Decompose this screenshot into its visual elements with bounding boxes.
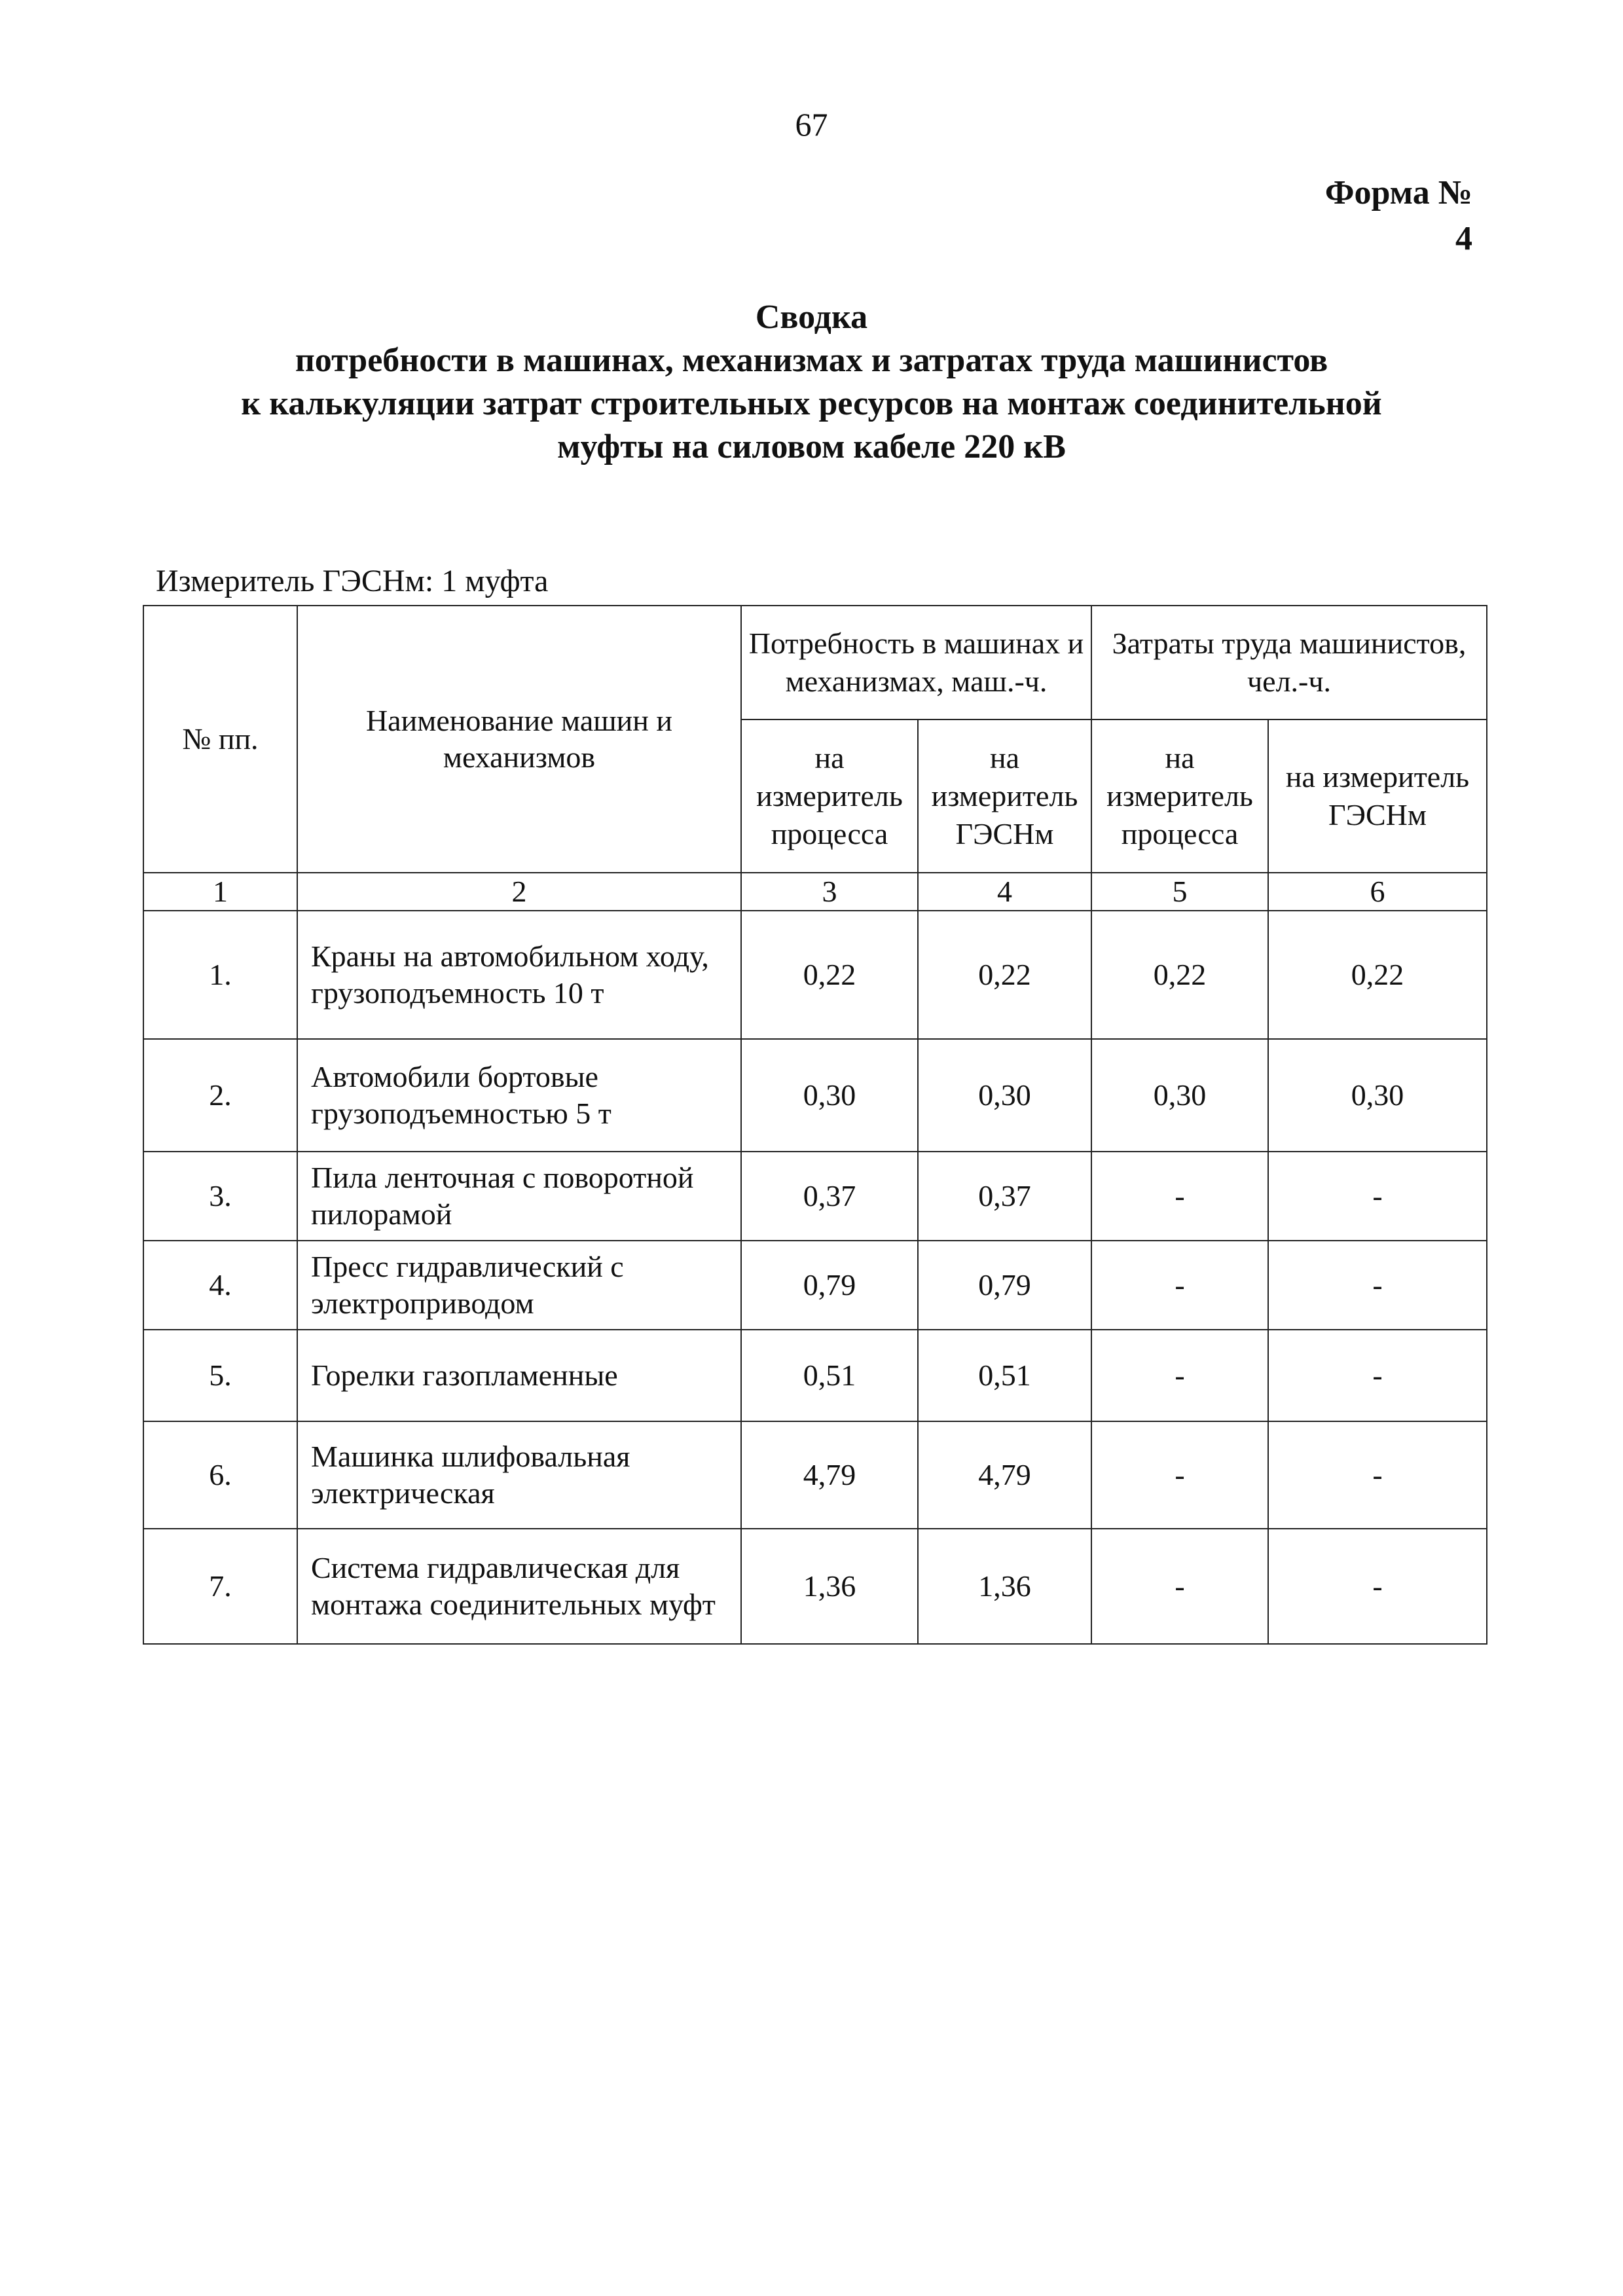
column-number: 3: [741, 873, 918, 911]
row-name: Машинка шлифовальная электрическая: [297, 1421, 741, 1529]
row-value: 0,22: [918, 911, 1091, 1039]
row-value: 0,22: [1268, 911, 1487, 1039]
header-num: № пп.: [143, 606, 297, 873]
row-value: -: [1091, 1152, 1268, 1241]
row-num: 5.: [143, 1330, 297, 1421]
row-value: -: [1268, 1330, 1487, 1421]
title-line-3: к калькуляции затрат строительных ресурсов на монтаж соединительной: [241, 385, 1382, 422]
column-number: 1: [143, 873, 297, 911]
row-value: -: [1091, 1241, 1268, 1330]
page-number: 67: [795, 106, 828, 143]
column-number: 2: [297, 873, 741, 911]
row-value: -: [1091, 1529, 1268, 1644]
row-value: 0,37: [741, 1152, 918, 1241]
row-value: 0,30: [1268, 1039, 1487, 1152]
summary-table: [143, 605, 1487, 1645]
header-col4: на измеритель ГЭСНм: [918, 720, 1091, 873]
table-row: [143, 1241, 1487, 1330]
title-line-4: муфты на силовом кабеле 220 кВ: [557, 428, 1066, 465]
row-name: Система гидравлическая для монтажа соединительных муфт: [297, 1529, 741, 1644]
measure-unit: Измеритель ГЭСНм: 1 муфта: [156, 564, 549, 598]
column-number: 4: [918, 873, 1091, 911]
row-num: 3.: [143, 1152, 297, 1241]
table-row: [143, 911, 1487, 1039]
title-line-1: Сводка: [755, 299, 868, 336]
column-number: 5: [1091, 873, 1268, 911]
header-col5: на измеритель процесса: [1091, 720, 1268, 873]
column-number-row: [143, 873, 1487, 911]
row-value: -: [1268, 1529, 1487, 1644]
row-name: Горелки газопламенные: [297, 1330, 741, 1421]
header-machines-group: Потребность в машинах и механизмах, маш.-ч.: [741, 606, 1091, 720]
row-value: 0,22: [741, 911, 918, 1039]
form-label-text: Форма №: [1324, 174, 1472, 211]
header-col6: на измеритель ГЭСНм: [1268, 720, 1487, 873]
header-col3: на измеритель процесса: [741, 720, 918, 873]
row-value: 1,36: [741, 1529, 918, 1644]
table-row: [143, 1529, 1487, 1644]
row-value: -: [1091, 1330, 1268, 1421]
row-value: 0,30: [918, 1039, 1091, 1152]
row-num: 1.: [143, 911, 297, 1039]
row-value: -: [1268, 1241, 1487, 1330]
table-row: [143, 1330, 1487, 1421]
header-name: Наименование машин и механизмов: [297, 606, 741, 873]
title-line-2: потребности в машинах, механизмах и затратах труда машинистов: [295, 342, 1328, 379]
row-value: 0,79: [741, 1241, 918, 1330]
form-number: 4: [1455, 220, 1472, 257]
row-value: 4,79: [918, 1421, 1091, 1529]
table-row: [143, 1039, 1487, 1152]
row-value: -: [1268, 1421, 1487, 1529]
row-num: 2.: [143, 1039, 297, 1152]
row-value: 0,51: [918, 1330, 1091, 1421]
row-name: Краны на автомобильном ходу, грузоподъемность 10 т: [297, 911, 741, 1039]
row-name: Пила ленточная с поворотной пилорамой: [297, 1152, 741, 1241]
table-row: [143, 1152, 1487, 1241]
row-num: 6.: [143, 1421, 297, 1529]
header-labor-group: Затраты труда машинистов, чел.-ч.: [1091, 606, 1487, 720]
row-value: -: [1091, 1421, 1268, 1529]
row-value: 0,30: [1091, 1039, 1268, 1152]
row-value: 1,36: [918, 1529, 1091, 1644]
row-value: -: [1268, 1152, 1487, 1241]
column-number: 6: [1268, 873, 1487, 911]
row-value: 4,79: [741, 1421, 918, 1529]
table-row: [143, 1421, 1487, 1529]
row-value: 0,22: [1091, 911, 1268, 1039]
row-num: 4.: [143, 1241, 297, 1330]
row-name: Автомобили бортовые грузоподъемностью 5 т: [297, 1039, 741, 1152]
row-num: 7.: [143, 1529, 297, 1644]
row-name: Пресс гидравлический с электроприводом: [297, 1241, 741, 1330]
row-value: 0,30: [741, 1039, 918, 1152]
document-title: [131, 296, 1492, 469]
row-value: 0,51: [741, 1330, 918, 1421]
row-value: 0,79: [918, 1241, 1091, 1330]
table-header-row: [143, 606, 1487, 720]
form-label: [1325, 170, 1472, 262]
row-value: 0,37: [918, 1152, 1091, 1241]
